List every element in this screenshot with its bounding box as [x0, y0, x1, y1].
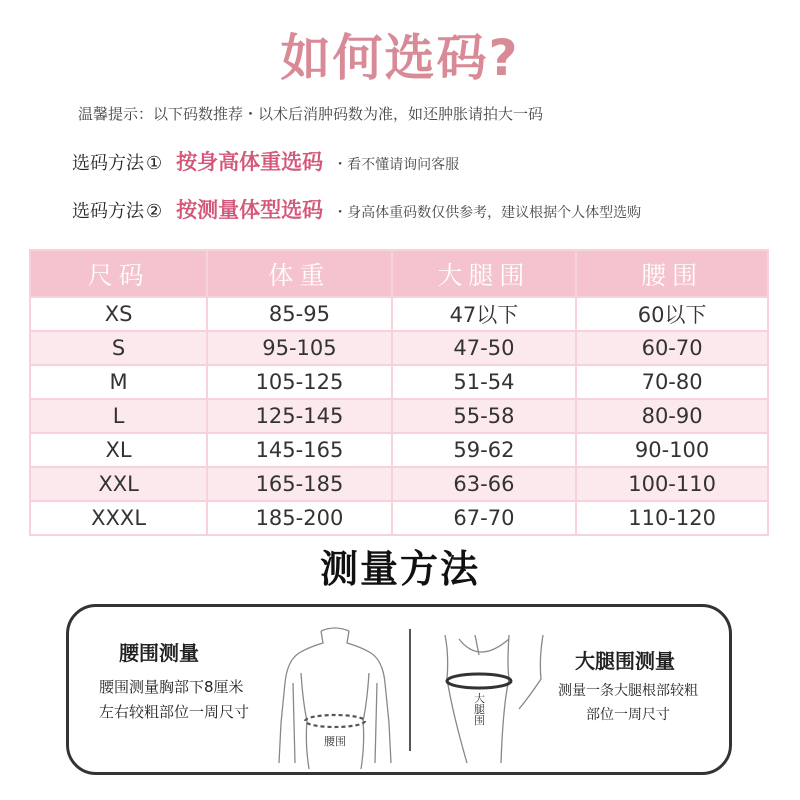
- leg-figure-label: 大腿围: [472, 692, 486, 726]
- thigh-description: [553, 679, 703, 727]
- method-2: [72, 194, 641, 224]
- method-number: ①: [146, 153, 163, 174]
- table-row: [31, 400, 767, 432]
- cell-weight: 145-165: [208, 434, 391, 466]
- header-weight: 体重: [208, 251, 391, 296]
- table-row: [31, 502, 767, 534]
- method-note: ・身高体重码数仅供参考，建议根据个人体型选购: [333, 205, 642, 221]
- table-row: [31, 366, 767, 398]
- cell-waist: 90-100: [577, 434, 767, 466]
- cell-size: L: [31, 400, 206, 432]
- cell-thigh: 63-66: [393, 468, 576, 500]
- waist-heading: 腰围测量: [119, 641, 199, 665]
- cell-waist: 100-110: [577, 468, 767, 500]
- cell-weight: 165-185: [208, 468, 391, 500]
- method-highlight: 按身高体重选码: [176, 150, 324, 174]
- cell-size: S: [31, 332, 206, 364]
- table-row: [31, 468, 767, 500]
- tip-text: 温馨提示：以下码数推荐・以术后消肿码数为准，如还肿胀请拍大一码: [78, 105, 544, 123]
- waist-desc-line1: 腰围测量胸部下8厘米: [99, 678, 244, 696]
- method-1: [72, 146, 459, 176]
- cell-weight: 125-145: [208, 400, 391, 432]
- table-row: [31, 434, 767, 466]
- cell-size: XXL: [31, 468, 206, 500]
- cell-size: M: [31, 366, 206, 398]
- measure-title: 测量方法: [319, 547, 480, 591]
- table-row: [31, 332, 767, 364]
- waist-desc-line2: 左右较粗部位一周尺寸: [99, 703, 250, 721]
- header-waist: 腰围: [577, 251, 767, 296]
- cell-size: XS: [31, 298, 206, 330]
- leg-figure-icon: [439, 635, 549, 765]
- waist-description: [99, 675, 249, 725]
- method-label: 选码方法: [72, 201, 144, 222]
- cell-thigh: 47以下: [393, 298, 576, 330]
- cell-weight: 85-95: [208, 298, 391, 330]
- table-row: [31, 298, 767, 330]
- page-title: 如何选码?: [280, 29, 520, 87]
- thigh-desc-line1: 测量一条大腿根部较粗: [558, 683, 698, 699]
- measure-card: [66, 604, 732, 775]
- cell-waist: 70-80: [577, 366, 767, 398]
- size-table: [29, 249, 769, 536]
- cell-waist: 80-90: [577, 400, 767, 432]
- header-thigh: 大腿围: [393, 251, 576, 296]
- cell-thigh: 47-50: [393, 332, 576, 364]
- method-number: ②: [146, 201, 163, 222]
- method-label: 选码方法: [72, 153, 144, 174]
- card-divider: [409, 629, 411, 751]
- cell-waist: 60以下: [577, 298, 767, 330]
- cell-waist: 110-120: [577, 502, 767, 534]
- cell-thigh: 55-58: [393, 400, 576, 432]
- method-highlight: 按测量体型选码: [176, 198, 324, 222]
- table-header-row: [31, 251, 767, 296]
- torso-figure-icon: [269, 623, 399, 769]
- cell-weight: 105-125: [208, 366, 391, 398]
- cell-size: XXXL: [31, 502, 206, 534]
- thigh-heading: 大腿围测量: [575, 649, 675, 673]
- cell-size: XL: [31, 434, 206, 466]
- cell-weight: 95-105: [208, 332, 391, 364]
- cell-thigh: 59-62: [393, 434, 576, 466]
- cell-thigh: 51-54: [393, 366, 576, 398]
- torso-figure-label: 腰围: [324, 735, 346, 748]
- header-size: 尺码: [31, 251, 206, 296]
- cell-thigh: 67-70: [393, 502, 576, 534]
- thigh-desc-line2: 部位一周尺寸: [586, 707, 670, 723]
- cell-waist: 60-70: [577, 332, 767, 364]
- cell-weight: 185-200: [208, 502, 391, 534]
- method-note: ・看不懂请询问客服: [333, 157, 460, 173]
